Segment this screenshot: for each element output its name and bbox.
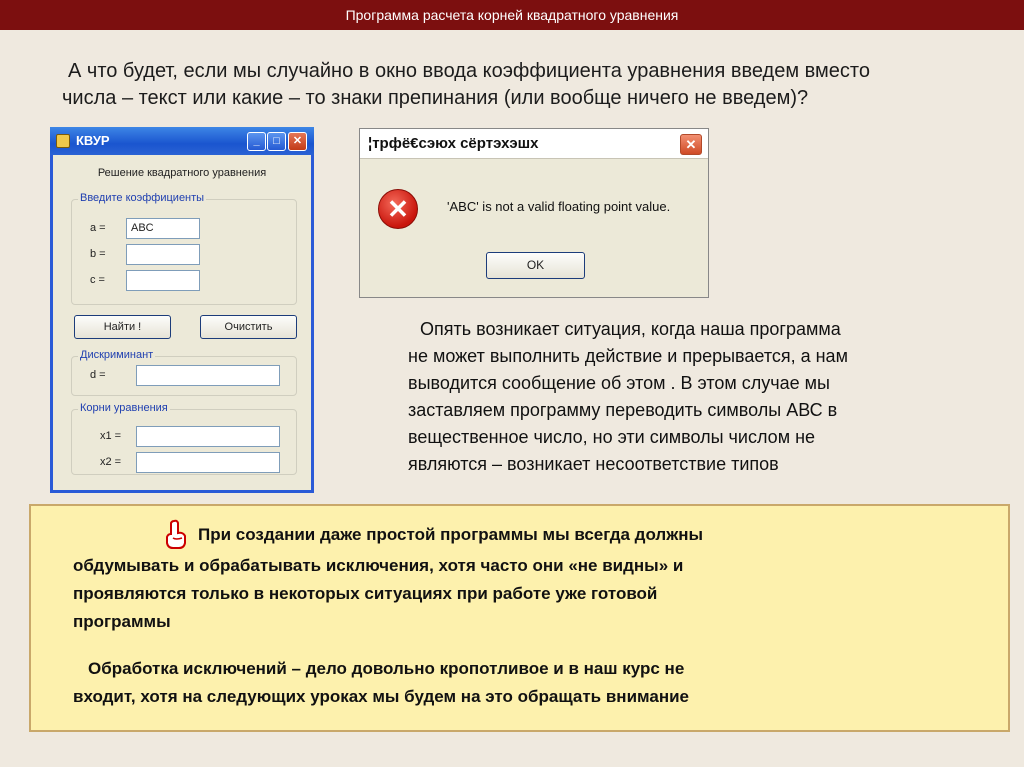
pointing-hand-icon — [164, 519, 188, 549]
maximize-icon[interactable]: □ — [267, 132, 286, 151]
find-button[interactable]: Найти ! — [74, 315, 171, 339]
c-input[interactable] — [126, 270, 200, 291]
slide-header — [0, 0, 1024, 30]
x2-label: x2 = — [100, 456, 122, 468]
error-dialog-title-bar[interactable] — [360, 129, 708, 159]
clear-button[interactable]: Очистить — [200, 315, 297, 339]
x2-output[interactable] — [136, 452, 280, 473]
form-heading: Решение квадратного уравнения — [97, 167, 267, 179]
explanation-text — [408, 316, 1008, 478]
explanation-line-1: Опять возникает ситуация, когда наша программа — [420, 319, 841, 339]
minimize-icon[interactable]: _ — [247, 132, 266, 151]
discriminant-group-label: Дискриминант — [80, 349, 154, 361]
explanation-line-5: вещественное число, но эти символы числом не — [408, 427, 816, 447]
kvur-title-bar[interactable] — [50, 127, 314, 155]
x1-output[interactable] — [136, 426, 280, 447]
note-p1-line4: программы — [73, 612, 171, 631]
d-output[interactable] — [136, 365, 280, 386]
coefficients-group-label: Введите коэффициенты — [80, 192, 205, 204]
close-icon[interactable]: ✕ — [680, 134, 702, 155]
note-p2-line2: входит, хотя на следующих уроках мы будем на это обращать внимание — [73, 687, 689, 706]
intro-text — [62, 58, 992, 112]
kvur-window — [50, 127, 314, 493]
error-icon: ✕ — [378, 189, 418, 229]
ok-button[interactable]: OK — [486, 252, 585, 279]
b-label: b = — [90, 248, 106, 260]
error-dialog — [359, 128, 709, 298]
explanation-line-6: являются – возникает несоответствие типов — [408, 454, 779, 474]
coefficients-group — [71, 192, 297, 305]
c-label: c = — [90, 274, 105, 286]
note-callout — [29, 504, 1010, 732]
note-p1-line3: проявляются только в некоторых ситуациях при работе уже готовой — [73, 584, 658, 603]
roots-group-label: Корни уравнения — [80, 402, 168, 414]
b-input[interactable] — [126, 244, 200, 265]
kvur-window-title: КВУР — [76, 133, 110, 148]
x1-label: x1 = — [100, 430, 122, 442]
app-icon — [56, 134, 70, 148]
note-p1-line2: обдумывать и обрабатывать исключения, хотя часто они «не видны» и — [73, 556, 684, 575]
explanation-line-3: выводится сообщение об этом . В этом случае мы — [408, 373, 830, 393]
explanation-line-2: не может выполнить действие и прерывается, а нам — [408, 346, 848, 366]
intro-line-2: числа – текст или какие – то знаки препинания (или вообще ничего не введем)? — [62, 87, 809, 109]
error-dialog-title: ¦трфё€сэюх сёртэхэшх — [368, 135, 539, 152]
a-input[interactable]: ABC — [126, 218, 200, 239]
roots-group — [71, 402, 297, 475]
explanation-line-4: заставляем программу переводить символы АВС в — [408, 400, 838, 420]
d-label: d = — [90, 369, 106, 381]
close-icon[interactable]: ✕ — [288, 132, 307, 151]
error-message: 'ABC' is not a valid floating point value. — [447, 199, 671, 214]
discriminant-group — [71, 349, 297, 396]
slide-title: Программа расчета корней квадратного уравнения — [345, 7, 679, 23]
a-label: a = — [90, 222, 106, 234]
note-p2-line1: Обработка исключений – дело довольно кропотливое и в наш курс не — [88, 659, 685, 678]
intro-line-1: А что будет, если мы случайно в окно ввода коэффициента уравнения введем вместо — [68, 60, 870, 82]
note-p1-line1: При создании даже простой программы мы всегда должны — [198, 525, 704, 544]
